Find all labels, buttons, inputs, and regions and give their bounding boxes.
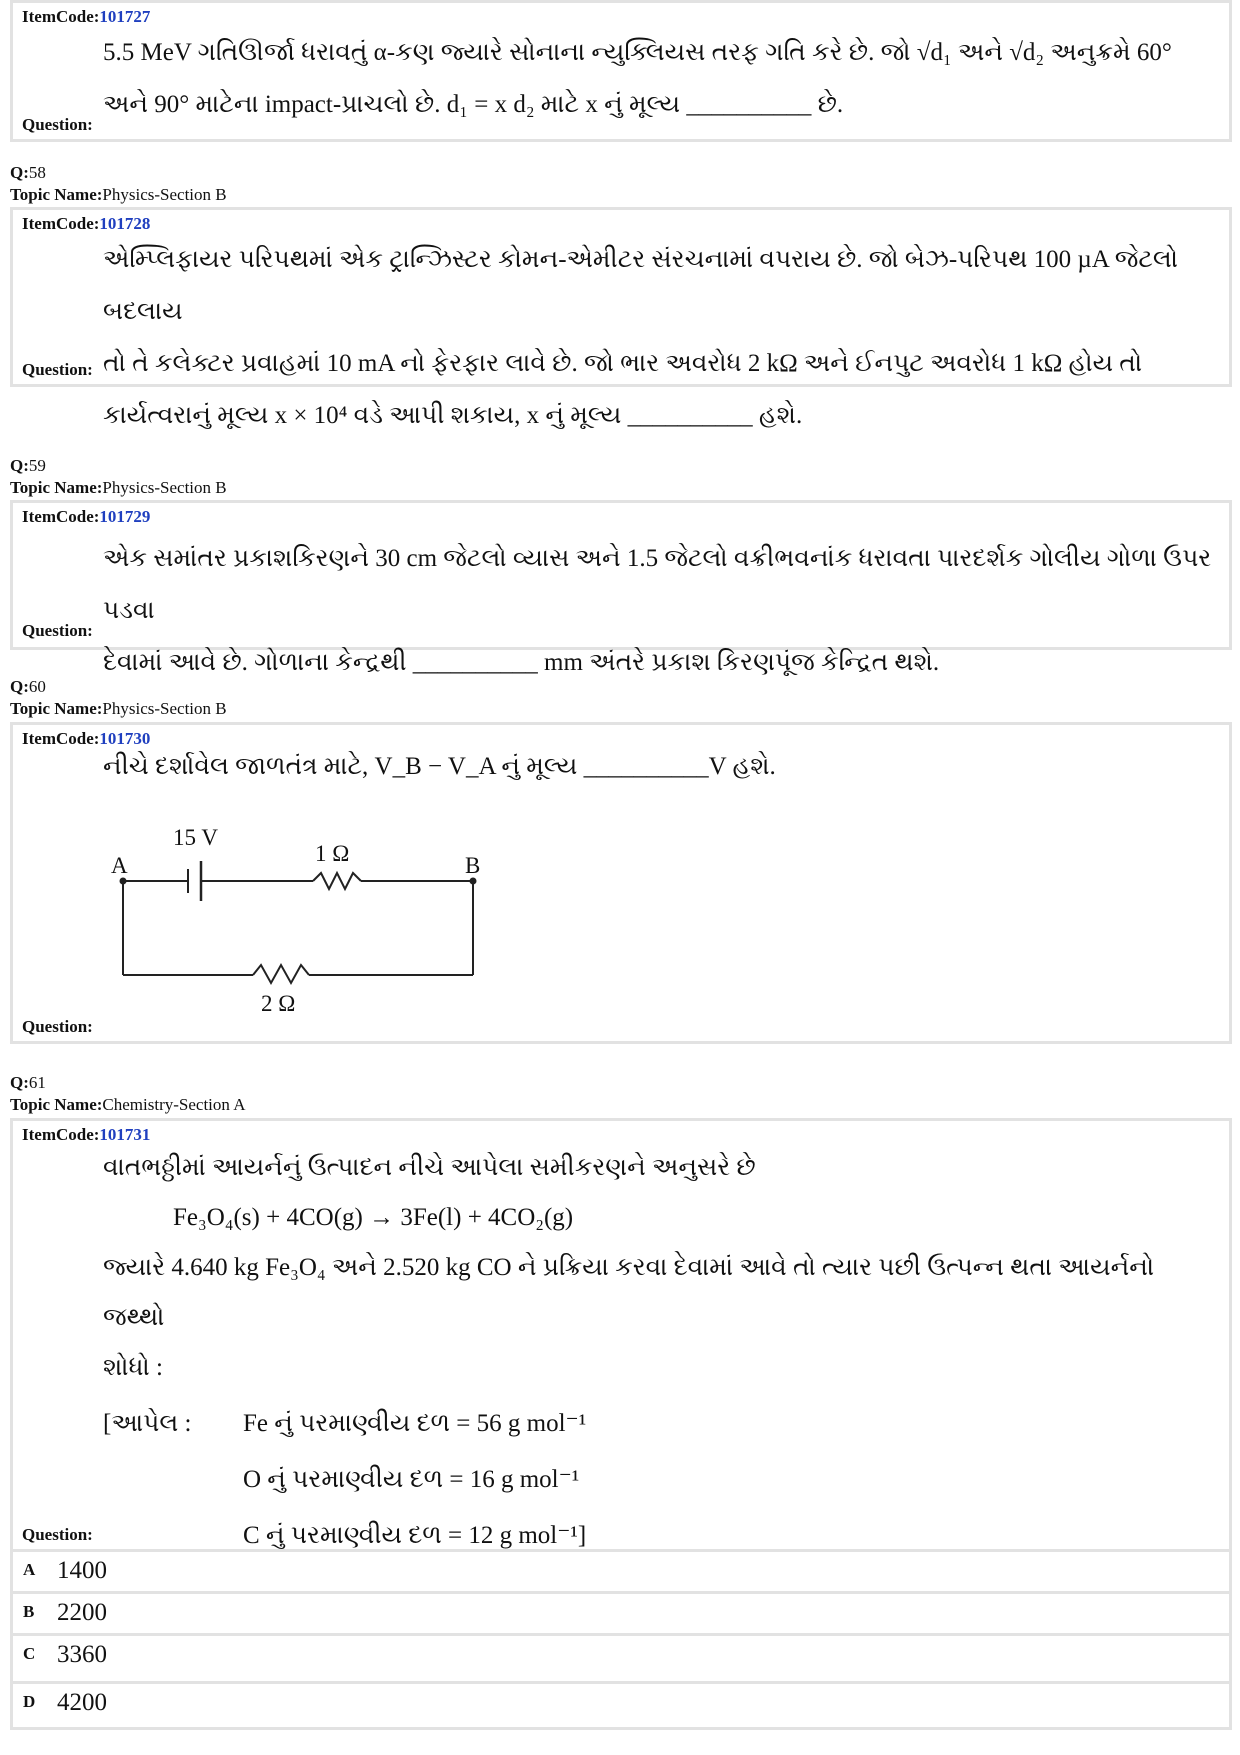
question-line: 5.5 MeV ગતિઊર્જા ધરાવતું α-કણ જ્યારે સોનાના ન્યુક્લિયસ તરફ ગતિ કરે છે. જો √d₁ અને √d₂ અનુક્રમે 60° bbox=[103, 39, 1172, 66]
question-line: કાર્યત્વરાનું મૂલ્ય x × 10⁴ વડે આપી શકાય, x નું મૂલ્ય __________ હશે. bbox=[103, 402, 803, 429]
option-d[interactable] bbox=[10, 1684, 1232, 1730]
topic-name: Chemistry-Section A bbox=[102, 1095, 246, 1114]
option-letter: A bbox=[23, 1560, 36, 1579]
given-label: [આપેલ : bbox=[103, 1410, 192, 1437]
question-header-61: Q:61 Topic Name:Chemistry-Section A bbox=[10, 1073, 246, 1114]
question-line: દેવામાં આવે છે. ગોળાના કેન્દ્રથી __________ mm અંતરે પ્રકાશ કિરણપૂંજ કેન્દ્રિત થશે. bbox=[103, 649, 940, 676]
question-card-101727 bbox=[10, 0, 1232, 142]
question-label: Question: bbox=[22, 1017, 93, 1036]
question-card-101729 bbox=[10, 500, 1232, 676]
question-line: એમ્પ્લિફાયર પરિપથમાં એક ટ્રાન્ઝિસ્ટર કોમન-એમીટર સંરચનામાં વપરાય છે. જો બેઝ-પરિપથ 100 µA જેટલો બદલાય bbox=[103, 246, 1179, 325]
question-number: 60 bbox=[28, 677, 46, 696]
option-b[interactable] bbox=[10, 1594, 1232, 1636]
option-letter: C bbox=[23, 1644, 36, 1663]
resistor-top-label: 1 Ω bbox=[315, 841, 350, 866]
question-label: Question: bbox=[22, 360, 93, 379]
item-code: ItemCode:101728 bbox=[22, 214, 151, 233]
question-line: શોધો : bbox=[103, 1354, 163, 1381]
node-a-label: A bbox=[111, 853, 128, 878]
option-value: 3360 bbox=[57, 1641, 107, 1668]
question-text bbox=[103, 533, 1215, 689]
topic-name: Physics-Section B bbox=[102, 185, 227, 204]
question-line: અને 90° માટેના impact-પ્રાચલો છે. d₁ = x d₂ માટે x નું મૂલ્ય __________ છે. bbox=[103, 91, 844, 118]
circuit-diagram bbox=[93, 815, 513, 1015]
item-code: ItemCode:101729 bbox=[22, 507, 151, 526]
question-header-60: Q:60 Topic Name:Physics-Section B bbox=[10, 677, 227, 718]
item-code: ItemCode:101730 bbox=[22, 729, 151, 748]
item-code: ItemCode:101727 bbox=[22, 7, 151, 26]
question-label: Question: bbox=[22, 621, 93, 640]
topic-name: Physics-Section B bbox=[102, 478, 227, 497]
option-a[interactable] bbox=[10, 1552, 1232, 1594]
question-line: જ્યારે 4.640 kg Fe₃O₄ અને 2.520 kg CO ને પ્રક્રિયા કરવા દેવામાં આવે તો ત્યાર પછી ઉત્પન્ન થતા આયર્નનો જથ્થો bbox=[103, 1254, 1155, 1331]
item-code: ItemCode:101731 bbox=[22, 1125, 151, 1144]
question-number: 61 bbox=[28, 1073, 46, 1092]
resistor-top bbox=[313, 873, 361, 889]
node-a-dot bbox=[120, 878, 127, 885]
question-header-58: Q:58 Topic Name:Physics-Section B bbox=[10, 163, 227, 204]
topic-name: Physics-Section B bbox=[102, 699, 227, 718]
question-line: એક સમાંતર પ્રકાશકિરણને 30 cm જેટલો વ્યાસ અને 1.5 જેટલો વક્રીભવનાંક ધરાવતા પારદર્શક ગોલીય ગોળા ઉપર પડવા bbox=[103, 545, 1212, 624]
option-letter: B bbox=[23, 1602, 35, 1621]
question-card-101730 bbox=[10, 722, 1232, 1044]
resistor-bottom bbox=[253, 965, 309, 983]
question-card-101728 bbox=[10, 207, 1232, 429]
option-value: 4200 bbox=[57, 1689, 107, 1716]
question-text bbox=[103, 741, 1215, 793]
question-label: Question: bbox=[22, 115, 93, 134]
question-label: Question: bbox=[22, 1525, 93, 1544]
question-number: 59 bbox=[28, 456, 46, 475]
question-line: તો તે કલેક્ટર પ્રવાહમાં 10 mA નો ફેરફાર લાવે છે. જો ભાર અવરોધ 2 kΩ અને ઈનપુટ અવરોધ 1 kΩ હોય તો bbox=[103, 350, 1143, 377]
given-fe-mass: Fe નું પરમાણ્વીય દળ = 56 g mol⁻¹ bbox=[243, 1410, 587, 1437]
question-number: 58 bbox=[28, 163, 46, 182]
question-text bbox=[103, 234, 1215, 442]
chemical-equation: Fe₃O₄(s) + 4CO(g) → 3Fe(l) + 4CO₂(g) bbox=[173, 1204, 574, 1231]
option-c[interactable] bbox=[10, 1636, 1232, 1684]
node-b-label: B bbox=[465, 853, 481, 878]
question-text bbox=[103, 1143, 1215, 1561]
option-letter: D bbox=[23, 1692, 36, 1711]
question-card-101731 bbox=[10, 1118, 1232, 1552]
option-value: 2200 bbox=[57, 1599, 107, 1626]
question-header-59: Q:59 Topic Name:Physics-Section B bbox=[10, 456, 227, 497]
given-o-mass: O નું પરમાણ્વીય દળ = 16 g mol⁻¹ bbox=[243, 1466, 580, 1493]
battery-label: 15 V bbox=[173, 825, 218, 850]
node-b-dot bbox=[470, 878, 477, 885]
resistor-bottom-label: 2 Ω bbox=[261, 991, 296, 1015]
question-line: વાતભઠ્ઠીમાં આયર્નનું ઉત્પાદન નીચે આપેલા સમીકરણને અનુસરે છે bbox=[103, 1154, 756, 1181]
option-value: 1400 bbox=[57, 1557, 107, 1584]
given-c-mass: C નું પરમાણ્વીય દળ = 12 g mol⁻¹] bbox=[243, 1522, 587, 1549]
question-text bbox=[103, 27, 1215, 131]
question-line: નીચે દર્શાવેલ જાળતંત્ર માટે, V_B − V_A નું મૂલ્ય __________V હશે. bbox=[103, 753, 776, 780]
